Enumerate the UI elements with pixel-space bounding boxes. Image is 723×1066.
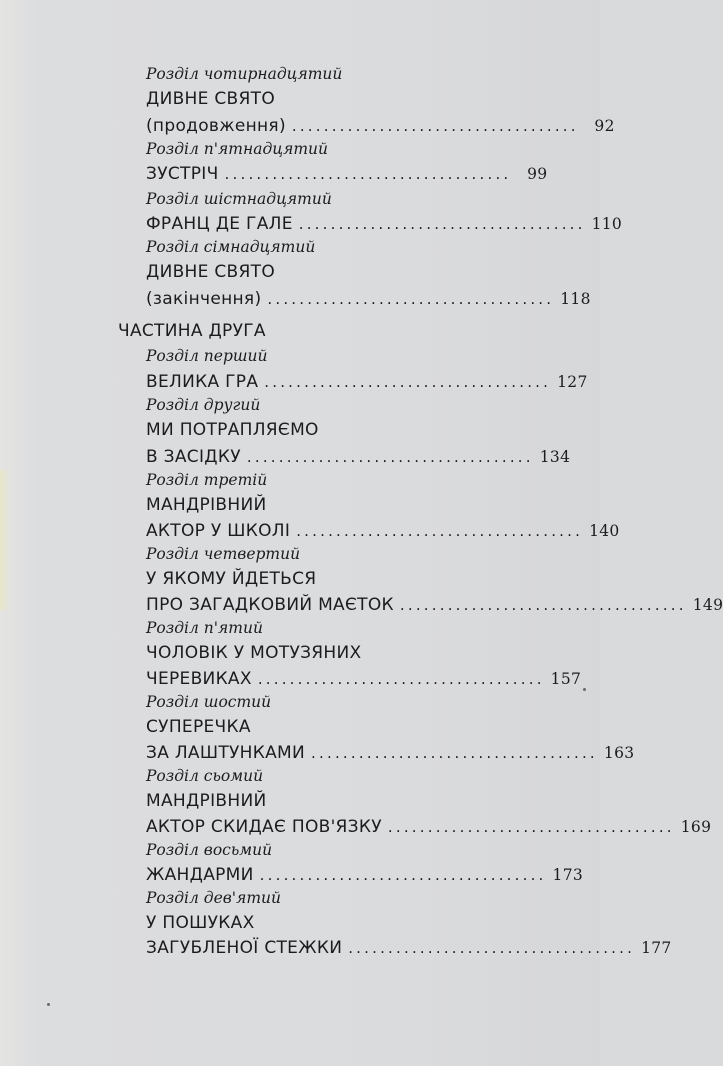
page-number: 134 xyxy=(539,448,571,466)
dot-leader: .................................... xyxy=(224,165,512,183)
page-number: 118 xyxy=(560,290,591,308)
page-number: 99 xyxy=(527,165,548,183)
chapter-number: Розділ перший xyxy=(146,347,268,365)
page-number: 169 xyxy=(680,818,712,836)
page-number: 127 xyxy=(557,373,588,391)
dot-leader: .................................... xyxy=(348,939,636,957)
toc-entry-row xyxy=(146,371,588,393)
toc-entry-row xyxy=(146,864,584,886)
chapter-title-line: ЧОЛОВІК У МОТУЗЯНИХ xyxy=(146,643,362,663)
chapter-number: Розділ дев'ятий xyxy=(146,889,281,907)
dot-leader: .................................... xyxy=(399,596,687,614)
chapter-title-line: У ЯКОМУ ЙДЕТЬСЯ xyxy=(146,569,317,589)
toc-entry-row xyxy=(146,668,582,690)
chapter-title-line: МИ ПОТРАПЛЯЄМО xyxy=(146,420,319,440)
chapter-title-line: ЧЕРЕВИКАХ xyxy=(146,669,252,689)
toc-entry-row xyxy=(146,213,623,235)
page-number: 110 xyxy=(591,215,623,233)
toc-entry-row xyxy=(146,594,723,616)
chapter-number: Розділ восьмий xyxy=(146,841,273,859)
chapter-title-line: ДИВНЕ СВЯТО xyxy=(146,89,275,109)
chapter-number: Розділ сімнадцятий xyxy=(146,238,316,256)
chapter-title-line: ЗА ЛАШТУНКАМИ xyxy=(146,743,306,763)
chapter-title-line: У ПОШУКАХ xyxy=(146,913,255,933)
chapter-title-line: ФРАНЦ ДЕ ГАЛЕ xyxy=(146,214,293,234)
chapter-number: Розділ п'ятий xyxy=(146,619,263,637)
toc-entry-row xyxy=(146,816,712,838)
paper-speck xyxy=(583,688,586,691)
toc-entry-row xyxy=(146,288,591,310)
dot-leader: .................................... xyxy=(387,818,675,836)
page-number: 140 xyxy=(589,522,620,540)
page-number: 173 xyxy=(552,866,584,884)
chapter-number: Розділ четвертий xyxy=(146,545,301,563)
dot-leader: .................................... xyxy=(298,215,586,233)
chapter-title-line: (закінчення) xyxy=(146,289,262,309)
chapter-number: Розділ п'ятнадцятий xyxy=(146,140,329,158)
chapter-title-line: СУПЕРЕЧКА xyxy=(146,717,251,737)
toc-entry-row xyxy=(146,163,548,185)
dot-leader: .................................... xyxy=(296,522,584,540)
chapter-title-line: (продовження) xyxy=(146,116,286,136)
dot-leader: .................................... xyxy=(259,866,547,884)
dot-leader: .................................... xyxy=(291,117,579,135)
chapter-title-line: В ЗАСІДКУ xyxy=(146,447,241,467)
toc-entry-row xyxy=(146,742,635,764)
chapter-title-line: МАНДРІВНИЙ xyxy=(146,495,267,515)
page-number: 177 xyxy=(641,939,672,957)
toc-entry-row xyxy=(146,937,672,959)
dot-leader: .................................... xyxy=(311,744,598,762)
page-number: 92 xyxy=(594,117,615,135)
toc-entry-row xyxy=(146,520,620,542)
chapter-title-line: ЖАНДАРМИ xyxy=(146,865,254,885)
chapter-title-line: АКТОР СКИДАЄ ПОВ'ЯЗКУ xyxy=(146,817,382,837)
chapter-number: Розділ сьомий xyxy=(146,767,264,785)
page-number: 157 xyxy=(550,670,582,688)
toc-entry-row xyxy=(146,115,615,137)
chapter-number: Розділ другий xyxy=(146,396,261,414)
chapter-title-line: ЗУСТРІЧ xyxy=(146,164,219,184)
chapter-number: Розділ шостий xyxy=(146,693,272,711)
dot-leader: .................................... xyxy=(246,448,534,466)
chapter-title-line: ВЕЛИКА ГРА xyxy=(146,372,259,392)
chapter-title-line: МАНДРІВНИЙ xyxy=(146,791,267,811)
dot-leader: .................................... xyxy=(267,290,555,308)
part-heading: ЧАСТИНА ДРУГА xyxy=(118,321,266,341)
chapter-title-line: ЗАГУБЛЕНОЇ СТЕЖКИ xyxy=(146,938,343,958)
chapter-title-line: ПРО ЗАГАДКОВИЙ МАЄТОК xyxy=(146,595,394,615)
chapter-number: Розділ третій xyxy=(146,471,268,489)
chapter-number: Розділ шістнадцятий xyxy=(146,190,332,208)
dot-leader: .................................... xyxy=(264,373,552,391)
chapter-number: Розділ чотирнадцятий xyxy=(146,65,343,83)
chapter-title-line: АКТОР У ШКОЛІ xyxy=(146,521,291,541)
page-number: 163 xyxy=(603,744,635,762)
paper-speck xyxy=(47,1003,50,1006)
toc-entry-row xyxy=(146,446,571,468)
dot-leader: .................................... xyxy=(257,670,545,688)
chapter-title-line: ДИВНЕ СВЯТО xyxy=(146,262,275,282)
page-number: 149 xyxy=(692,596,723,614)
